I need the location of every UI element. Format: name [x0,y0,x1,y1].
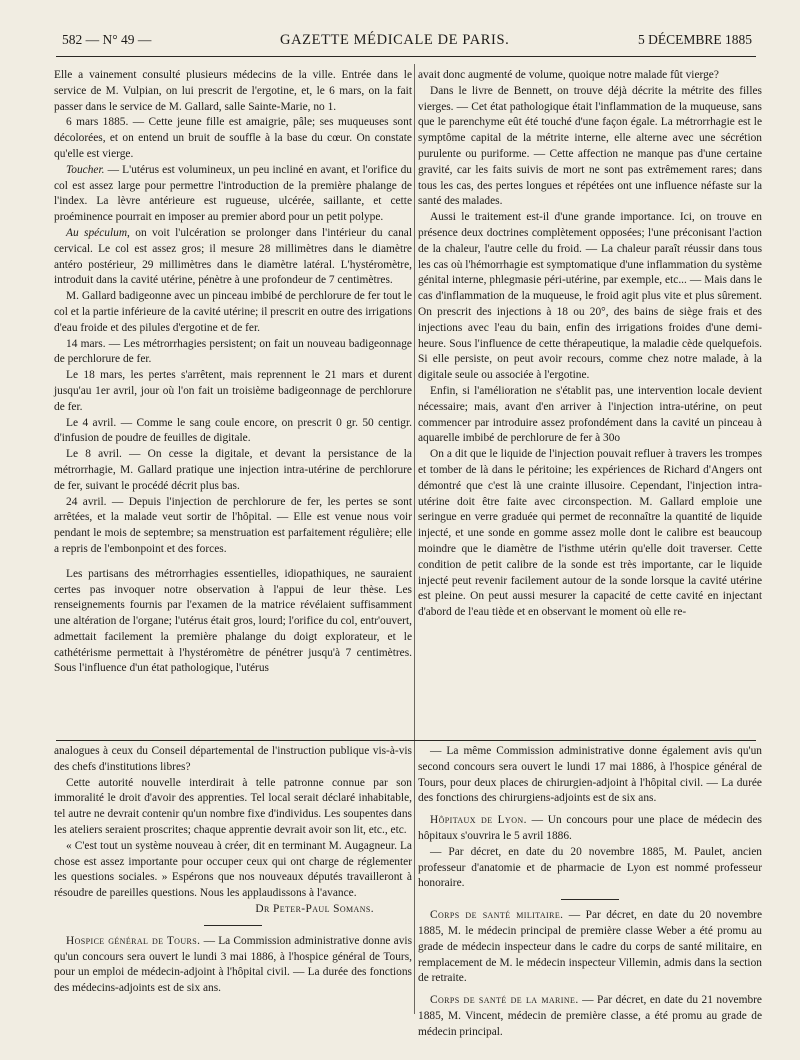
section-label: Corps de santé militaire. [430,909,564,922]
paragraph-text: — La Commission administrative donne avis qu'un concours sera ouvert le lundi 3 mai 1886, à l'hospice général de Tours, pour un emploi de médecin-adjoint à l'hôpital civil. — La durée des fonctions des médecins-adjoints est de six ans. [54,934,413,995]
paragraph [54,226,412,289]
section-label: Hospice général de Tours. [66,934,201,947]
paragraph: analogues à ceux du Conseil départemental de l'instruction publique vis-à-vis des chefs d'institutions libres? [54,745,412,773]
paragraph [418,993,762,1040]
paragraph: Aussi le traitement est-il d'une grande importance. Ici, on trouve en présence deux doctrines complètement opposées; l'une préconisant l'action de la chaleur, l'autre celle du froid. — La chaleur paraît réussir dans tous les cas où l'hémorrhagie est symptomatique d'une inflammation du système génital interne, phlegmasie péri-utérine, par exemple, etc... — Mais dans le cas d'inflammation de la muqueuse, le froid agit plus vite et plus sûrement. On prescrit des injections à 18 ou 20°, des bains de siège frais et des injections avec l'eau du bain, enfin des irrigations froides d'une demi-heure. Sous l'influence de cette thérapeutique, la maladie cède quelquefois. Si elle persiste, on peut avoir recours, comme chez notre malade, à la digitale seule ou associée à l'ergotine. [418,211,762,382]
section-rule [56,740,756,741]
paragraph: On a dit que le liquide de l'injection pouvait refluer à travers les trompes et tomber de là dans le péritoine; les expériences de Richard d'Angers ont démontré que c'est là une crainte illusoire. Cependant, l'injection intra-utérine doit être faite avec circonspection. M. Gallard emploie une seringue en verre graduée qui permet de reconnaître la quantité de liquide injecté, et une sonde en gomme assez molle dont le calibre est beaucoup moindre que le diamètre de l'isthme utérin qu'elle doit traverser. Cette condition de petit calibre de la sonde est très importante, car le liquide injecté peut revenir facilement autour de la sonde lorsque la cavité utérine est pleine. On peut aussi mesurer la capacité de cette cavité en injectant d'abord de l'eau tiède et en observant le moment où elle re- [418,448,762,619]
paragraph: — Par décret, en date du 20 novembre 1885, M. Paulet, ancien professeur d'anatomie et de pharmacie de Lyon est nommé professeur honoraire. [418,845,762,890]
column-right-top [418,68,762,738]
paragraph-text: , on voit l'ulcération se prolonger dans l'intérieur du canal cervical. Le col est assez gros; il mesure 28 millimètres dans le diamètre antéro postérieur, 29 millimètres dans le diamètre latéral. L'hystéromètre, introduit dans la cavité utérine, pénètre à une profondeur de 7 centimètres. [54,226,412,287]
paragraph-text: — Par décret, en date du 21 novembre 1885, M. Vincent, médecin de première classe, a été promu au grade de médecin principal. [418,994,762,1038]
page-header [62,32,752,54]
paragraph: 24 avril. — Depuis l'injection de perchlorure de fer, les pertes se sont arrêtées, et la malade veut sortir de l'hôpital. — Elle est venue nous voir pendant le mois de septembre; sa menstruation est parfaitement régulière; elle a repris de l'embonpoint et des forces. [54,495,412,555]
issue-date: 5 DÉCEMBRE 1885 [637,32,752,47]
paragraph: Les partisans des métrorrhagies essentielles, idiopathiques, ne sauraient certes pas invoquer notre observation à l'appui de leur thèse. Les renseignements fournis par l'examen de la matrice révélaient suffisamment une altération de l'organe; l'utérus était gros, lourd; l'orifice du col, entr'ouvert, admettait facilement la première phalange du doigt explorateur, et le cathétérisme permettait à l'hystéromètre de pénétrer jusqu'à 7 centimètres. Sous l'influence d'un état pathologique, l'utérus [54,567,412,675]
paragraph: Cette autorité nouvelle interdirait à telle patronne connue par son immoralité le droit d'avoir des apprenties. Tel local serait déclaré inhabitable, tel autre ne devrait contenir qu'un nombre fixe d'individus. Les soupentes dans les ateliers seraient proscrites; chaque apprentie devrait avoir son lit, etc., etc. [54,776,412,836]
paragraph: Le 8 avril. — On cesse la digitale, et devant la persistance de la métrorrhagie, M. Gallard pratique une injection intra-utérine de perchlorure de fer, suivant le procédé décrit plus bas. [54,448,412,492]
page-number: 582 — N° 49 — [62,32,152,47]
column-left-bottom [54,744,412,1018]
paragraph [54,163,412,226]
column-left-top [54,68,412,738]
paragraph: Dans le livre de Bennett, on trouve déjà décrite la métrite des filles vierges. — Cet état pathologique était l'inflammation de la muqueuse, sans que le parenchyme eût été touché d'une façon égale. La métrorrhagie est le symptôme capital de la métrite interne, elle alterne avec une sécrétion purulente ou puriforme. — Cette affection ne manque pas d'une certaine gravité, car les faits suivis de mort ne sont pas extrêmement rares; dans tous les cas, des pertes longues et répétées ont une influence néfaste sur la santé des malades. [418,84,762,208]
paragraph: — La même Commission administrative donne également avis qu'un second concours sera ouvert le lundi 17 mai 1886, à l'hospice général de Tours, pour deux places de chirurgien-adjoint à l'hôpital civil. — La durée des fonctions des chirurgiens-adjoints est de six ans. [418,745,762,805]
separator-rule [204,925,262,926]
paragraph: Elle a vainement consulté plusieurs médecins de la ville. Entrée dans le service de M. Vulpian, on lui prescrit de l'ergotine, et, le 6 mars, on la fait passer dans le service de M. Gallard, salle Sainte-Marie, no 1. [54,69,412,113]
separator-rule [561,899,619,900]
header-rule [56,56,756,57]
section-label: Au spéculum [66,226,128,239]
journal-title: GAZETTE MÉDICALE DE PARIS. [280,32,510,48]
paragraph: 14 mars. — Les métrorrhagies persistent; on fait un nouveau badigeonnage de perchlorure de fer. [54,337,412,366]
section-label: Corps de santé de la marine. [430,994,579,1007]
paragraph-text: — L'utérus est volumineux, un peu incliné en avant, et l'orifice du col est assez large pour permettre l'introduction de la première phalange de l'index. La lèvre antérieure est rugueuse, ulcérée, saillante, et cette proéminence pourrait en imposer au premier abord pour un petit polype. [54,163,412,224]
paragraph [418,813,762,845]
author-signature: Dr Peter-Paul Somans. [255,902,374,915]
section-label: Hôpitaux de Lyon. [430,814,527,827]
paragraph-text: — Un concours pour une place de médecin des hôpitaux s'ouvrira le 5 avril 1886. [418,814,762,842]
paragraph: Le 18 mars, les pertes s'arrêtent, mais reprennent le 21 mars et durent jusqu'au 1er avril, jour où l'on fait un troisième badigeonnage de perchlorure de fer. [54,369,412,413]
section-label: Toucher. [66,163,105,176]
paragraph [54,934,412,997]
paragraph-text: — Par décret, en date du 20 novembre 1885, M. le médecin principal de première classe Weber a été promu au grade de médecin inspecteur dans le cadre du corps de santé militaire, en remplacement de M. le médecin inspecteur Villemin, admis dans la section de retraite. [418,909,762,985]
paragraph: avait donc augmenté de volume, quoique notre malade fût vierge? [418,69,719,81]
paragraph: 6 mars 1885. — Cette jeune fille est amaigrie, pâle; ses muqueuses sont décolorées, et on entend un bruit de souffle à la base du cœur. On constate qu'elle est vierge. [54,116,412,160]
column-right-bottom [418,744,762,1038]
paragraph: Le 4 avril. — Comme le sang coule encore, on prescrit 0 gr. 50 centigr. d'infusion de poudre de feuilles de digitale. [54,416,412,445]
paragraph: Enfin, si l'amélioration ne s'établit pas, une intervention locale devient nécessaire; mais, avant d'en arriver à l'injection intra-utérine, on peut commencer par introduire assez profondément dans la cavité un pinceau à aquarelle imbibé de perchlorure de fer à 30o [418,384,762,445]
paragraph [418,908,762,987]
column-divider [414,64,415,1014]
paragraph: M. Gallard badigeonne avec un pinceau imbibé de perchlorure de fer tout le col et la partie inférieure de la cavité utérine; il prescrit en outre des irrigations d'eau froide et des pilules d'ergotine et de fer. [54,290,413,334]
paragraph: « C'est tout un système nouveau à créer, dit en terminant M. Augagneur. La chose est assez importante pour occuper ceux qui ont charge de réglementer les questions sociales. » Espérons que nos nouveaux députés travailleront à résoudre de pareilles questions. Nous les applaudissons à l'avance. [54,839,412,900]
